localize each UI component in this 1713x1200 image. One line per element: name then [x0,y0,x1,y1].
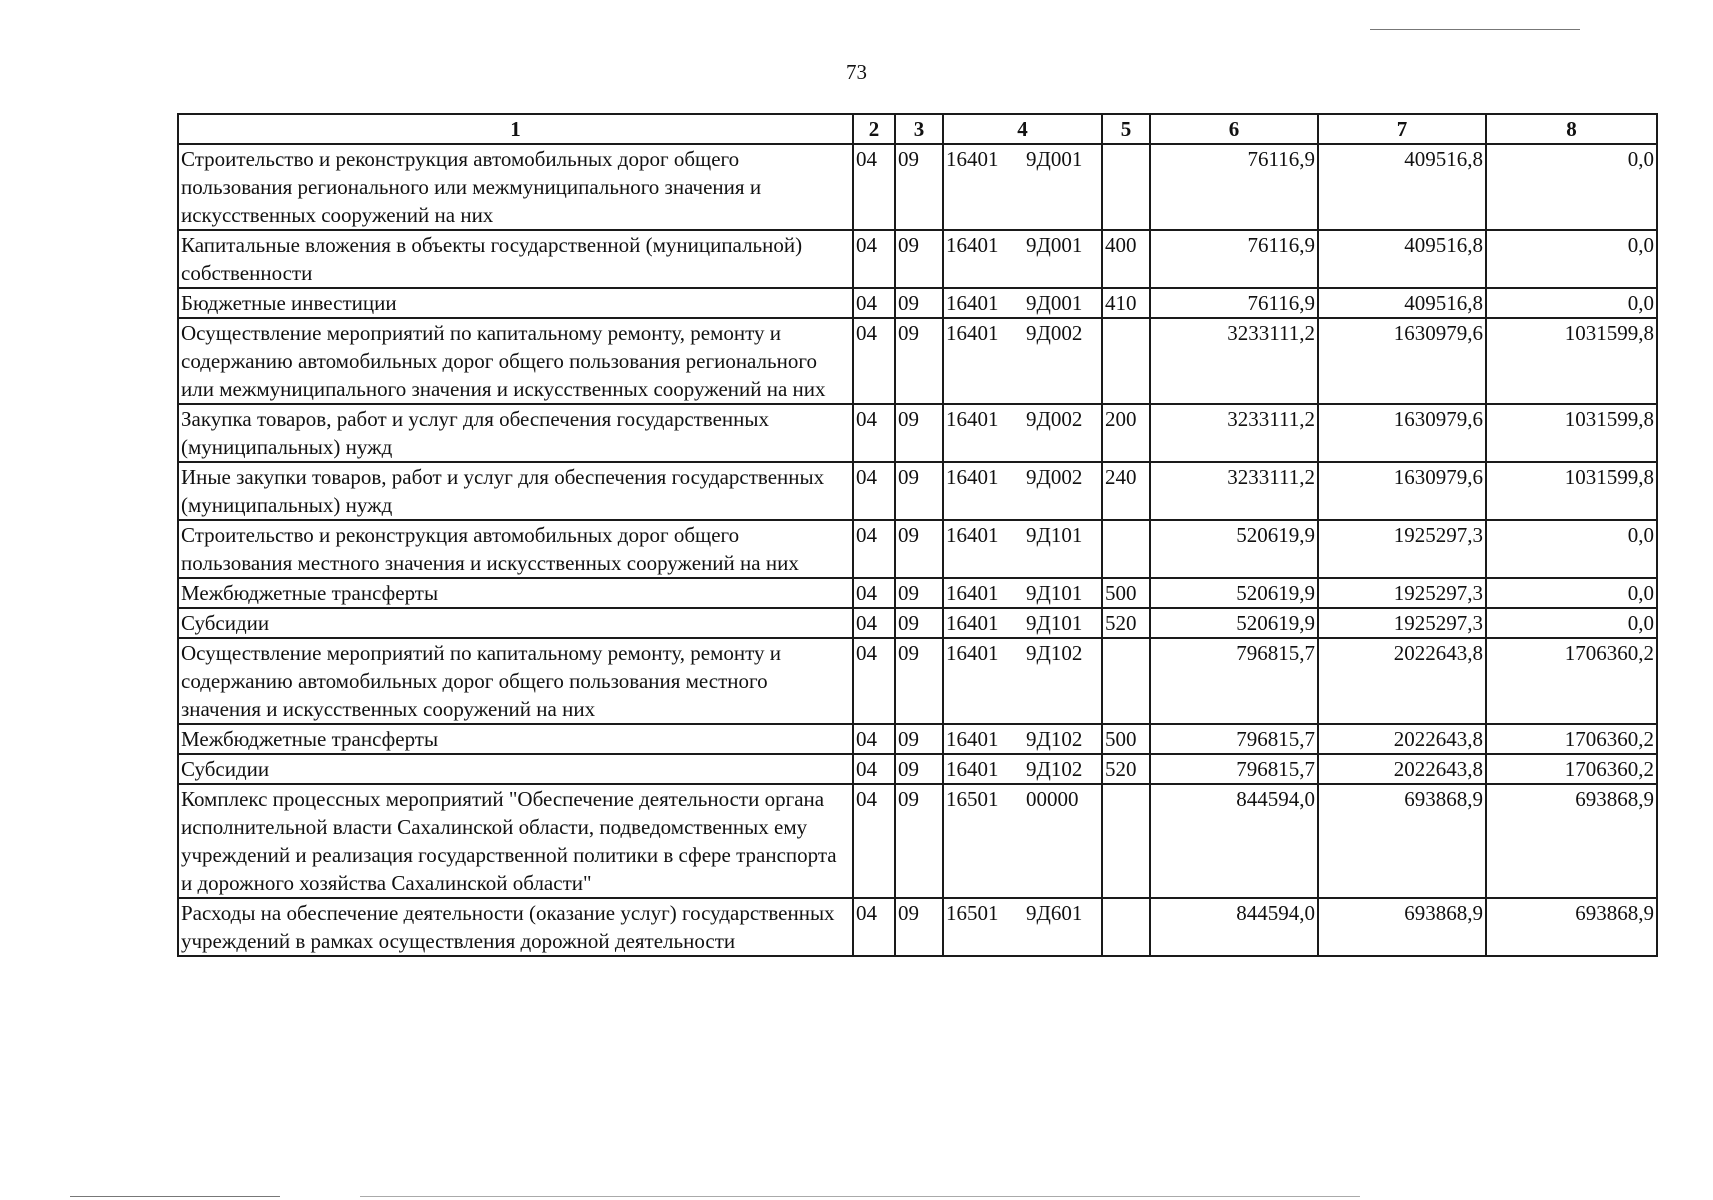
direction-code: 9Д101 [1026,581,1083,605]
target-article-code [943,288,1102,318]
amount-col-6: 76116,9 [1150,288,1318,318]
subsection-code: 09 [895,578,943,608]
direction-code: 9Д102 [1026,757,1083,781]
amount-col-7: 693868,9 [1318,784,1486,898]
program-code: 16401 [946,291,999,315]
target-article-code [943,754,1102,784]
subsection-code: 09 [895,638,943,724]
amount-col-6: 520619,9 [1150,608,1318,638]
direction-code: 9Д001 [1026,291,1083,315]
subsection-code: 09 [895,144,943,230]
expense-name: Иные закупки товаров, работ и услуг для обеспечения государственных (муниципальных) нужд [178,462,853,520]
program-code: 16401 [946,641,999,665]
expense-name: Осуществление мероприятий по капитальному ремонту, ремонту и содержанию автомобильных дорог общего пользования регионального или межмуниципального значения и искусственных сооружений на них [178,318,853,404]
amount-col-6: 796815,7 [1150,638,1318,724]
amount-col-8: 1031599,8 [1486,462,1657,520]
amount-col-8: 693868,9 [1486,784,1657,898]
subsection-code: 09 [895,462,943,520]
direction-code: 9Д001 [1026,233,1083,257]
column-header: 3 [895,114,943,144]
expense-type-code [1102,638,1150,724]
expense-type-code [1102,898,1150,956]
expense-type-code: 240 [1102,462,1150,520]
amount-col-7: 1630979,6 [1318,318,1486,404]
scan-artifact-line [70,1196,280,1197]
section-code: 04 [853,318,895,404]
expense-name: Межбюджетные трансферты [178,578,853,608]
section-code: 04 [853,724,895,754]
section-code: 04 [853,144,895,230]
target-article-code [943,724,1102,754]
expense-type-code [1102,144,1150,230]
expense-name: Бюджетные инвестиции [178,288,853,318]
subsection-code: 09 [895,318,943,404]
subsection-code: 09 [895,520,943,578]
target-article-code [943,898,1102,956]
expense-name: Комплекс процессных мероприятий "Обеспечение деятельности органа исполнительной власти Сахалинской области, подведомственных ему учреждений и реализация государственной политики в сфере транспорта и дорожного хозяйства Сахалинской области" [178,784,853,898]
subsection-code: 09 [895,784,943,898]
expense-type-code: 410 [1102,288,1150,318]
amount-col-6: 520619,9 [1150,520,1318,578]
scan-artifact-line [360,1196,1360,1197]
target-article-code [943,520,1102,578]
amount-col-8: 693868,9 [1486,898,1657,956]
scan-artifact-line [1370,29,1580,30]
program-code: 16401 [946,757,999,781]
table-row [178,318,1657,404]
program-code: 16401 [946,523,999,547]
expense-name: Межбюджетные трансферты [178,724,853,754]
program-code: 16401 [946,233,999,257]
amount-col-8: 0,0 [1486,230,1657,288]
expense-name: Осуществление мероприятий по капитальному ремонту, ремонту и содержанию автомобильных дорог общего пользования местного значения и искусственных сооружений на них [178,638,853,724]
amount-col-6: 76116,9 [1150,144,1318,230]
section-code: 04 [853,784,895,898]
amount-col-6: 3233111,2 [1150,404,1318,462]
expense-type-code: 520 [1102,754,1150,784]
direction-code: 9Д101 [1026,611,1083,635]
header-row [178,114,1657,144]
amount-col-6: 520619,9 [1150,578,1318,608]
target-article-code [943,144,1102,230]
expense-name: Субсидии [178,754,853,784]
amount-col-8: 1706360,2 [1486,724,1657,754]
expense-type-code: 520 [1102,608,1150,638]
amount-col-8: 0,0 [1486,144,1657,230]
amount-col-7: 1925297,3 [1318,520,1486,578]
amount-col-6: 3233111,2 [1150,318,1318,404]
amount-col-8: 1706360,2 [1486,754,1657,784]
subsection-code: 09 [895,404,943,462]
table-row [178,520,1657,578]
column-header: 6 [1150,114,1318,144]
expense-name: Капитальные вложения в объекты государственной (муниципальной) собственности [178,230,853,288]
amount-col-7: 1925297,3 [1318,578,1486,608]
program-code: 16401 [946,581,999,605]
program-code: 16401 [946,321,999,345]
program-code: 16401 [946,611,999,635]
amount-col-7: 409516,8 [1318,230,1486,288]
direction-code: 9Д002 [1026,407,1083,431]
direction-code: 9Д002 [1026,465,1083,489]
section-code: 04 [853,462,895,520]
amount-col-7: 409516,8 [1318,288,1486,318]
amount-col-8: 0,0 [1486,608,1657,638]
amount-col-7: 2022643,8 [1318,638,1486,724]
expense-type-code [1102,784,1150,898]
direction-code: 9Д101 [1026,523,1083,547]
expense-name: Строительство и реконструкция автомобильных дорог общего пользования регионального или межмуниципального значения и искусственных сооружений на них [178,144,853,230]
column-header: 7 [1318,114,1486,144]
table-row [178,404,1657,462]
section-code: 04 [853,404,895,462]
table-row [178,784,1657,898]
amount-col-6: 844594,0 [1150,784,1318,898]
amount-col-8: 1031599,8 [1486,404,1657,462]
direction-code: 9Д002 [1026,321,1083,345]
subsection-code: 09 [895,230,943,288]
amount-col-8: 0,0 [1486,288,1657,318]
table-row [178,578,1657,608]
amount-col-6: 844594,0 [1150,898,1318,956]
amount-col-8: 1706360,2 [1486,638,1657,724]
program-code: 16501 [946,787,999,811]
subsection-code: 09 [895,898,943,956]
amount-col-8: 0,0 [1486,578,1657,608]
table-row [178,638,1657,724]
target-article-code [943,404,1102,462]
column-header: 8 [1486,114,1657,144]
program-code: 16401 [946,147,999,171]
target-article-code [943,608,1102,638]
program-code: 16401 [946,727,999,751]
section-code: 04 [853,754,895,784]
target-article-code [943,318,1102,404]
column-header: 2 [853,114,895,144]
table-row [178,898,1657,956]
target-article-code [943,784,1102,898]
column-header: 5 [1102,114,1150,144]
amount-col-6: 796815,7 [1150,724,1318,754]
expense-type-code: 500 [1102,578,1150,608]
section-code: 04 [853,288,895,318]
amount-col-6: 796815,7 [1150,754,1318,784]
amount-col-7: 1630979,6 [1318,462,1486,520]
expense-type-code: 200 [1102,404,1150,462]
target-article-code [943,230,1102,288]
program-code: 16401 [946,465,999,489]
column-header: 4 [943,114,1102,144]
subsection-code: 09 [895,288,943,318]
program-code: 16501 [946,901,999,925]
section-code: 04 [853,608,895,638]
budget-table [177,113,1658,957]
table-row [178,144,1657,230]
target-article-code [943,578,1102,608]
direction-code: 9Д102 [1026,641,1083,665]
target-article-code [943,462,1102,520]
expense-name: Расходы на обеспечение деятельности (оказание услуг) государственных учреждений в рамках осуществления дорожной деятельности [178,898,853,956]
table-row [178,230,1657,288]
expense-name: Строительство и реконструкция автомобильных дорог общего пользования местного значения и искусственных сооружений на них [178,520,853,578]
direction-code: 9Д001 [1026,147,1083,171]
program-code: 16401 [946,407,999,431]
expense-name: Закупка товаров, работ и услуг для обеспечения государственных (муниципальных) нужд [178,404,853,462]
amount-col-6: 76116,9 [1150,230,1318,288]
expense-type-code [1102,520,1150,578]
amount-col-7: 1630979,6 [1318,404,1486,462]
section-code: 04 [853,520,895,578]
expense-type-code: 400 [1102,230,1150,288]
section-code: 04 [853,230,895,288]
section-code: 04 [853,898,895,956]
expense-name: Субсидии [178,608,853,638]
table-row [178,724,1657,754]
amount-col-7: 2022643,8 [1318,754,1486,784]
amount-col-7: 693868,9 [1318,898,1486,956]
amount-col-7: 2022643,8 [1318,724,1486,754]
target-article-code [943,638,1102,724]
amount-col-7: 1925297,3 [1318,608,1486,638]
direction-code: 9Д102 [1026,727,1083,751]
table-row [178,608,1657,638]
expense-type-code: 500 [1102,724,1150,754]
subsection-code: 09 [895,754,943,784]
section-code: 04 [853,638,895,724]
expense-type-code [1102,318,1150,404]
subsection-code: 09 [895,608,943,638]
direction-code: 00000 [1026,787,1079,811]
amount-col-8: 0,0 [1486,520,1657,578]
table-row [178,754,1657,784]
direction-code: 9Д601 [1026,901,1083,925]
column-header: 1 [178,114,853,144]
amount-col-7: 409516,8 [1318,144,1486,230]
table-row [178,288,1657,318]
section-code: 04 [853,578,895,608]
page-number: 73 [846,60,867,84]
amount-col-8: 1031599,8 [1486,318,1657,404]
table-row [178,462,1657,520]
subsection-code: 09 [895,724,943,754]
amount-col-6: 3233111,2 [1150,462,1318,520]
